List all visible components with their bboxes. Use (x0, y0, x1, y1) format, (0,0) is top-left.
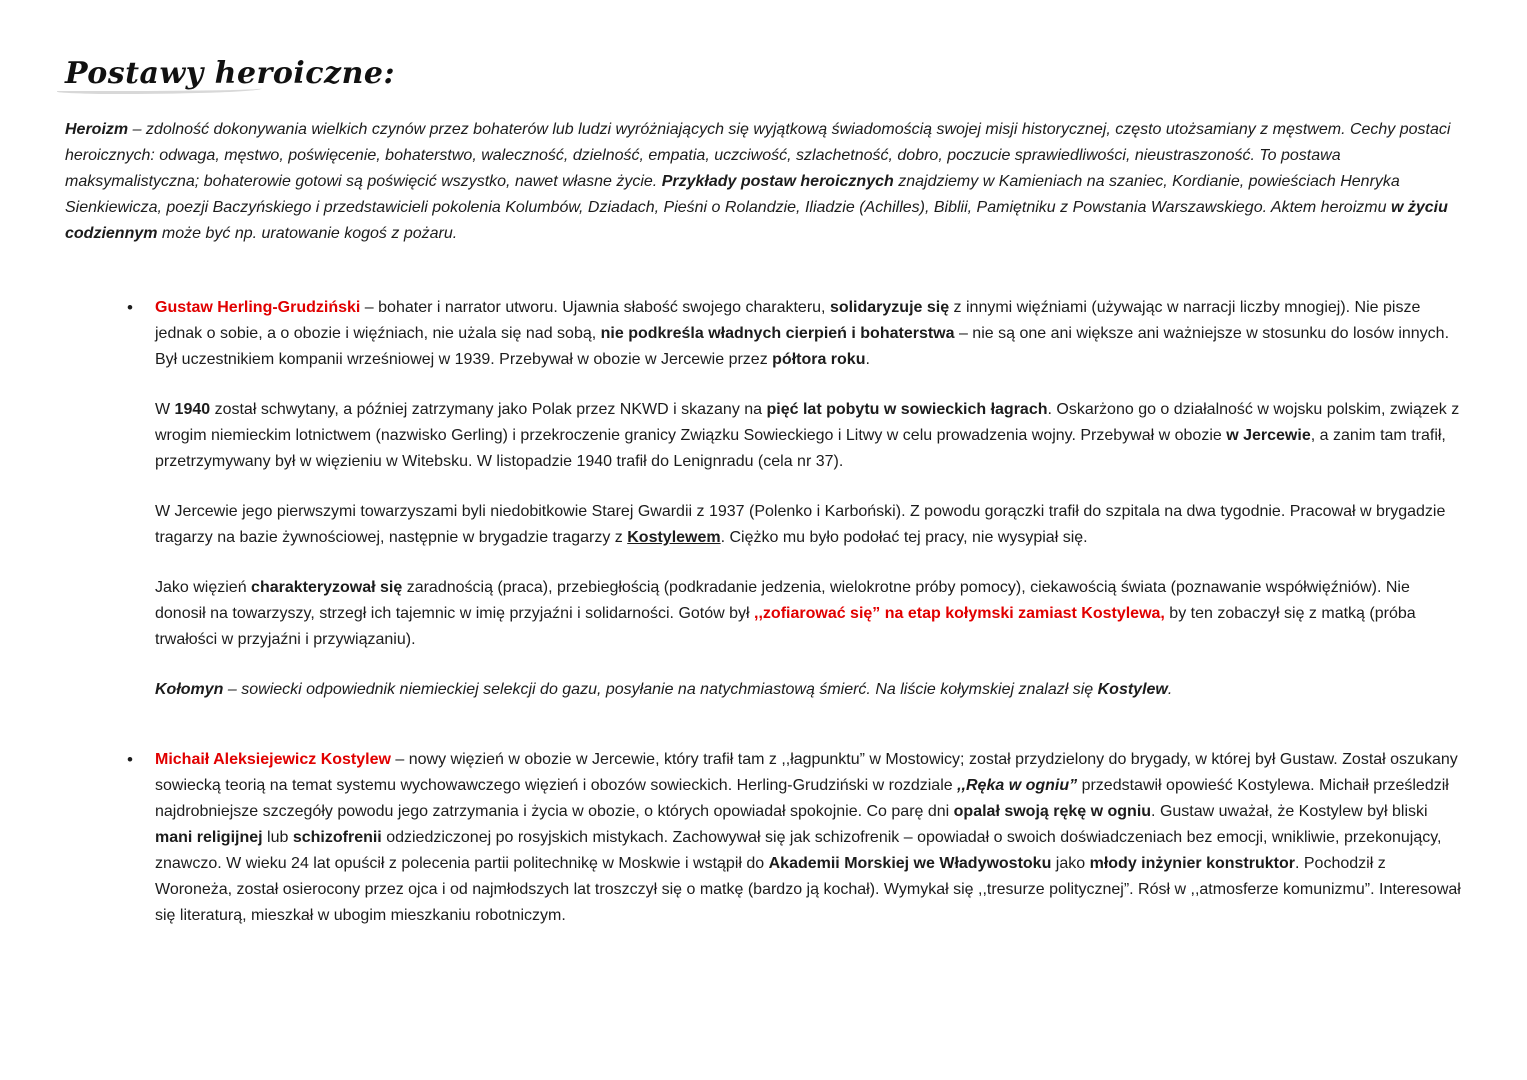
text-run: nie podkreśla władnych cierpień i bohaterstwa (600, 325, 955, 342)
text-run: Jako więzień (155, 579, 252, 596)
text-run: W (155, 401, 175, 418)
text-run: – zdolność dokonywania wielkich czynów przez bohaterów lub ludzi wyróżniających się wyjątkową świadomością swojej misji historycznej, często utożsamiany z męstwem. Cechy postaci heroicznych: odwaga, męstwo, poświęcenie, bohaterstwo, waleczność, dzielność, empatia, uczciwość, szlachetność, dobro, poczucie sprawiedliwości, nieustraszoność. To postawa maksymalistyczna; bohaterowie gotowi są poświęcić wszystko, nawet własne życie. (65, 121, 1451, 190)
text-run: mani religijnej (155, 829, 263, 846)
text-run: by ten zobaczył się z matką (próba trwałości w przyjaźni i przywiązaniu). (155, 605, 1416, 648)
text-run: został schwytany, a później zatrzymany jako Polak przez NKWD i skazany na (210, 401, 767, 418)
text-run: . (1167, 681, 1173, 698)
bullet-content (155, 295, 1462, 703)
text-run: Przykłady postaw heroicznych (661, 173, 894, 190)
text-run: ,,zofiarować się” na etap kołymski zamiast Kostylewa, (754, 605, 1165, 622)
paragraph (155, 747, 1462, 929)
text-run: Kostylewem (627, 529, 721, 546)
bullet-marker: • (127, 750, 133, 769)
text-run: . Pochodził z Woroneża, został osierocony przez ojca i od najmłodszych lat troszczył się o matkę (bardzo ją kochał). Wymykał się ,,tresurze politycznej”. Rósł w ,,atmosferze komunizmu”. Interesował się literaturą, mieszkał w ubogim mieszkaniu robotniczym. (155, 855, 1461, 924)
text-run: Akademii Morskiej we Władywostoku (768, 855, 1052, 872)
text-run: . Oskarżono go o działalność w wojsku polskim, związek z wrogim niemieckim lotnictwem (nazwisko Gerling) i przekroczenie granicy Związku Sowieckiego i Litwy w celu prowadzenia wojny. Przebywał w obozie (155, 401, 1460, 444)
page-title: Postawy heroiczne: (65, 56, 396, 91)
bullet-marker: • (127, 298, 133, 317)
text-run: przedstawił opowieść Kostylewa. Michaił prześledził najdrobniejsze szczegóły powodu jego zatrzymania i życia w obozie, o których opowiadał spokojnie. Co parę dni (155, 777, 1449, 820)
text-run: – bohater i narrator utworu. Ujawnia słabość swojego charakteru, (360, 299, 830, 316)
text-run: 1940 (174, 401, 211, 418)
text-run: Michaił Aleksiejewicz Kostylew (155, 751, 391, 768)
text-run: opalał swoją rękę w ogniu (953, 803, 1152, 820)
text-run: Kostylew (1097, 681, 1168, 698)
text-run: – nie są one ani większe ani ważniejsze w stosunku do losów innych. Był uczestnikiem kompanii wrześniowej w 1939. Przebywał w obozie w Jercewie przez (155, 325, 1450, 368)
bullet-list (65, 295, 1462, 929)
text-run: , a zanim tam trafił, przetrzymywany był w więzieniu w Witebsku. W listopadzie 1940 trafił do Lenignradu (cela nr 37). (155, 427, 1446, 470)
text-run: pięć lat pobytu w sowieckich łagrach (766, 401, 1048, 418)
bullet-item-gustaw-herling-grudzinski (127, 295, 1462, 703)
paragraph (155, 295, 1462, 373)
text-run: . Gustaw uważał, że Kostylew był bliski (1151, 803, 1428, 820)
text-run: młody inżynier konstruktor (1089, 855, 1295, 872)
text-run: jako (1051, 855, 1090, 872)
text-run: Gustaw Herling-Grudziński (155, 299, 361, 316)
text-run: . (865, 351, 870, 368)
intro-paragraph (65, 117, 1462, 247)
text-run: znajdziemy w Kamieniach na szaniec, Kordianie, powieściach Henryka Sienkiewicza, poezji Baczyńskiego i przedstawicieli pokolenia Kolumbów, Dziadach, Pieśni o Rolandzie, Iliadzie (Achilles), Biblii, Pamiętniku z Powstania Warszawskiego. Aktem heroizmu (65, 173, 1400, 216)
text-run: zaradnością (praca), przebiegłością (podkradanie jedzenia, wielokrotne próby pomocy), ciekawością świata (poznawanie współwięźniów). Nie donosił na towarzyszy, strzegł ich tajemnic w imię przyjaźni i solidarności. Gotów był (155, 579, 1410, 622)
text-run: w Jercewie (1226, 427, 1311, 444)
text-run: ,,Ręka w ogniu” (957, 777, 1078, 794)
text-run: może być np. uratowanie kogoś z pożaru. (157, 225, 458, 242)
text-run: . Ciężko mu było podołać tej pracy, nie wysypiał się. (720, 529, 1088, 546)
text-run: Kołomyn (155, 681, 224, 698)
text-run: solidaryzuje się (829, 299, 950, 316)
text-run: odziedziczonej po rosyjskich mistykach. Zachowywał się jak schizofrenik – opowiadał o swoich doświadczeniach bez emocji, wnikliwie, przekonujący, znawczo. W wieku 24 lat opuścił z polecenia partii politechnikę w Moskwie i wstąpił do (155, 829, 1442, 872)
paragraph (155, 499, 1462, 551)
bullet-content (155, 747, 1462, 929)
paragraph (155, 397, 1462, 475)
text-run: w życiu codziennym (65, 199, 1448, 242)
text-run: – nowy więzień w obozie w Jercewie, który trafił tam z ,,łagpunktu” w Mostowicy; został przydzielony do brygady, w której był Gustaw. Został oszukany sowiecką teorią na temat systemu wychowawczego więzień i obozów sowieckich. Herling-Grudziński w rozdziale (155, 751, 1458, 794)
paragraph (155, 677, 1462, 703)
text-run: lub (262, 829, 293, 846)
text-run: W Jercewie jego pierwszymi towarzyszami byli niedobitkowie Starej Gwardii z 1937 (Polenko i Karboński). Z powodu gorączki trafił do szpitala na dwa tygodnie. Pracował w brygadzie tragarzy na bazie żywnościowej, następnie w brygadzie tragarzy z (155, 503, 1446, 546)
text-run: charakteryzował się (251, 579, 403, 596)
bullet-item-michail-kostylew (127, 747, 1462, 929)
text-run: półtora roku (772, 351, 866, 368)
text-run: – sowiecki odpowiednik niemieckiej selekcji do gazu, posyłanie na natychmiastową śmierć. Na liście kołymskiej znalazł się (223, 681, 1098, 698)
paragraph (155, 575, 1462, 653)
paragraph (65, 117, 1462, 247)
text-run: z innymi więźniami (używając w narracji liczby mnogiej). Nie pisze jednak o sobie, a o obozie i więźniach, nie użala się nad sobą, (155, 299, 1421, 342)
text-run: Heroizm (65, 121, 129, 138)
text-run: schizofrenii (292, 829, 382, 846)
